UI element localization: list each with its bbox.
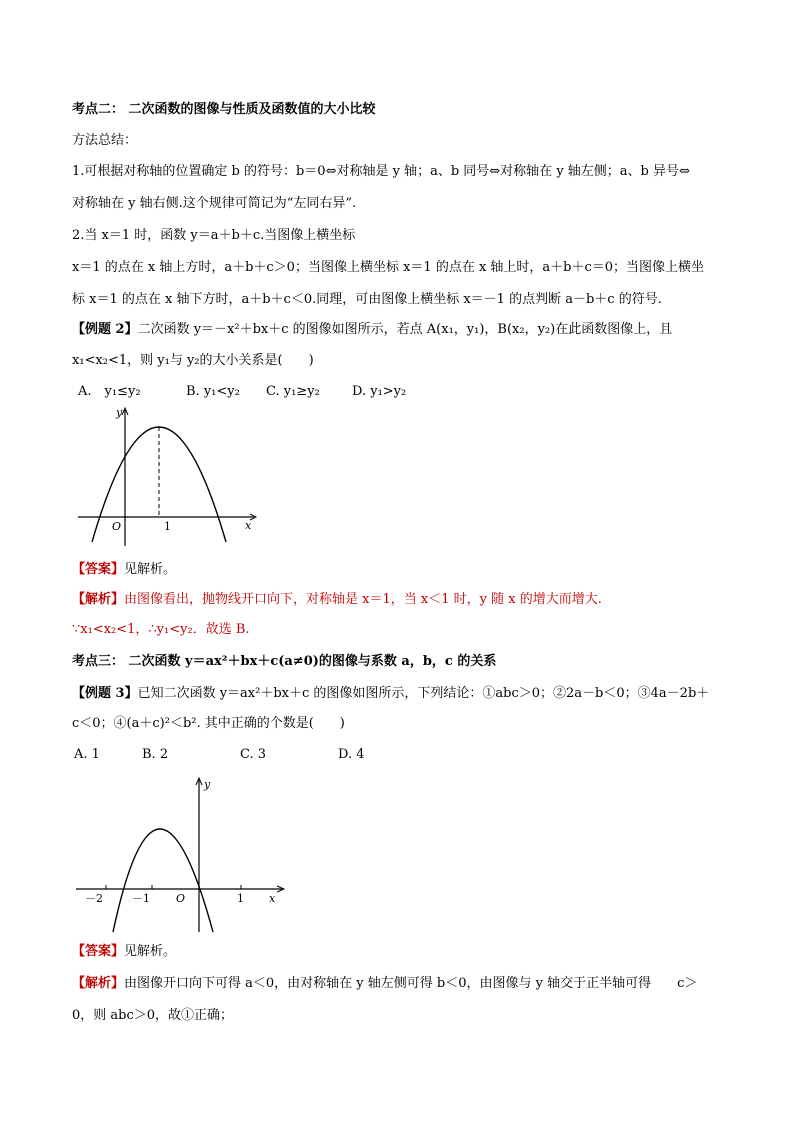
analysis-text: 由图像看出，抛物线开口向下，对称轴是 x＝1，当 x＜1 时，y 随 x 的增大而增大. [124,592,602,607]
example-3-option-d: D. 4 [338,747,365,762]
method-point-2-line-2: x＝1 的点在 x 轴上方时，a＋b＋c＞0；当图像上横坐标 x＝1 的点在 x 轴上时，a＋b＋c＝0；当图像上横坐 [72,260,705,275]
example-3-question-line-2: c＜0；④(a＋c)²＜b². 其中正确的个数是( ) [72,716,345,731]
example-3-options [74,745,365,765]
analysis-tag: 【解析】 [72,592,125,607]
example-3-analysis-line-1 [72,974,697,994]
example-2-tag: 【例题 2】 [72,322,138,337]
example-2-question-text: 二次函数 y＝－x²＋bx＋c 的图像如图所示，若点 A(x₁，y₁)，B(x₂，y₂)在此函数图像上，且 [137,322,673,337]
tick-label-minus-2: －2 [85,892,103,905]
example-2-options [78,382,406,402]
analysis-text: 由图像开口向下可得 a＜0，由对称轴在 y 轴左侧可得 b＜0，由图像与 y 轴交于正半轴可得 c＞ [124,976,698,991]
answer-tag: 【答案】 [72,944,125,959]
example-3-question-text: 已知二次函数 y＝ax²＋bx＋c 的图像如图所示，下列结论：①abc＞0；②2a－b＜0；③4a－2b＋ [137,686,710,701]
example-3-answer [72,942,176,962]
answer-tag: 【答案】 [72,562,125,577]
analysis-tag: 【解析】 [72,976,125,991]
example-3-analysis-line-2: 0，则 abc＞0，故①正确； [72,1008,234,1023]
origin-label: O [112,520,122,533]
method-point-1-line-2: 对称轴在 y 轴右侧.这个规律可简记为“左同右异”. [72,196,357,211]
example-2-option-c: C. y₁≥y₂ [266,384,320,399]
example-3-question-line-1 [72,684,709,704]
example-2-parabola-graph [72,400,272,548]
example-3-parabola-graph [70,774,290,934]
tick-label-1: 1 [164,520,171,533]
y-axis-label: y [204,778,211,791]
parabola-curve [113,829,213,932]
example-2-question-line-2: x₁<x₂<1，则 y₁与 y₂的大小关系是( ) [72,353,314,368]
example-3-tag: 【例题 3】 [72,686,138,701]
example-2-option-d: D. y₁>y₂ [352,384,407,399]
example-3-option-a: A. 1 [74,747,100,762]
method-point-2-line-3: 标 x＝1 的点在 x 轴下方时，a＋b＋c＜0.同理，可由图像上横坐标 x＝－1 的点判断 a－b＋c 的符号. [72,292,662,307]
section-heading-2: 考点二： 二次函数的图像与性质及函数值的大小比较 [72,102,376,117]
answer-text: 见解析。 [124,562,177,577]
y-axis-label: y [116,406,123,419]
x-axis-label: x [245,519,252,532]
answer-text: 见解析。 [124,944,177,959]
example-3-option-b: B. 2 [142,747,169,762]
tick-label-1: 1 [237,892,244,905]
x-axis-label: x [269,892,276,905]
example-2-answer [72,560,176,580]
method-point-2-line-1: 2.当 x＝1 时，函数 y＝a＋b＋c.当图像上横坐标 [72,228,356,243]
example-2-analysis-line-2: ∵x₁<x₂<1，∴y₁<y₂．故选 B. [72,622,250,637]
example-2-option-a: A. y₁≤y₂ [78,384,141,399]
example-2-option-b: B. y₁<y₂ [186,384,240,399]
example-2-analysis [72,590,602,610]
method-title: 方法总结： [72,133,138,148]
section-heading-3: 考点三： 二次函数 y＝ax²＋bx＋c(a≠0)的图像与系数 a，b，c 的关系 [72,654,497,669]
tick-label-minus-1: －1 [132,892,150,905]
method-point-1-line-1: 1.可根据对称轴的位置确定 b 的符号：b＝0⇔对称轴是 y 轴；a、b 同号⇔对称轴在 y 轴左侧；a、b 异号⇔ [72,164,690,179]
example-2-question-line-1 [72,320,672,340]
origin-label: O [176,892,186,905]
example-3-option-c: C. 3 [240,747,267,762]
